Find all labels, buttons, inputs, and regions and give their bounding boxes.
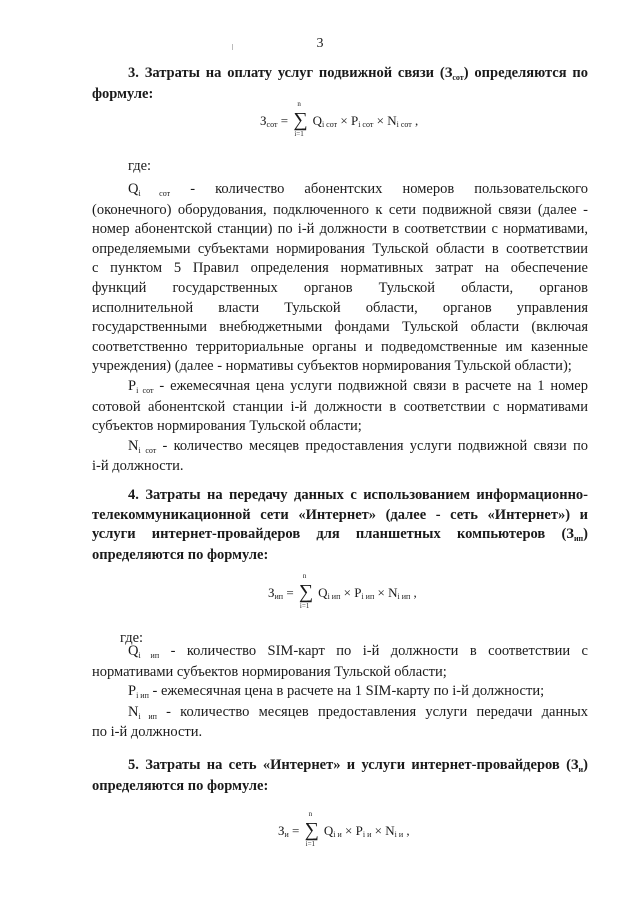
formula-eq: =: [292, 823, 300, 838]
symbol-n: N: [128, 437, 139, 454]
formula-lhs: З: [278, 823, 285, 838]
formula-n: N: [388, 585, 398, 600]
formula-sub: i и: [362, 829, 372, 839]
heading-text: 4. Затраты на передачу данных с использованием информационно-: [128, 487, 588, 503]
formula-times: ×: [340, 113, 348, 128]
symbol-q: Q: [128, 181, 139, 197]
heading-text: 3. Затраты на оплату услуг подвижной связи (З: [128, 65, 453, 81]
symbol-p: P: [128, 377, 137, 394]
text-line: учреждения) (далее - нормативы субъектов нормирования Тульской области);: [92, 358, 572, 375]
formula-sub: i сот: [396, 119, 412, 129]
formula-sub: i ип: [361, 591, 375, 601]
formula-end: ,: [415, 113, 419, 128]
formula-times: ×: [345, 823, 353, 838]
formula-lhs: З: [260, 113, 267, 128]
formula-sub: i ип: [397, 591, 411, 601]
heading-text: определяются по формуле:: [92, 777, 269, 794]
heading-text: ): [583, 526, 588, 543]
formula-q: Q: [318, 585, 328, 600]
formula-sub: i сот: [358, 119, 374, 129]
text-line: - ежемесячная цена услуги подвижной связи в расчете на 1 номер: [153, 377, 588, 394]
symbol-sub: i ип: [136, 691, 149, 701]
formula-sub: ип: [274, 591, 284, 601]
formula-4: [268, 572, 417, 610]
formula-eq: =: [286, 585, 294, 600]
heading-text: формуле:: [92, 85, 154, 102]
text-line: - количество SIM-карт по i-й должности в соответствии с: [159, 643, 588, 659]
formula-sub: i ип: [327, 591, 341, 601]
formula-p: P: [354, 585, 362, 600]
sum-icon: n ∑ i=1: [293, 100, 308, 138]
heading-text: 5. Затраты на сеть «Интернет» и услуги интернет-провайдеров (З: [128, 757, 579, 773]
heading-sub: и: [578, 765, 584, 774]
definition-n: [92, 703, 588, 724]
formula-sub: i и: [333, 829, 342, 839]
symbol-sub: i сот: [138, 445, 157, 455]
scan-mark: [232, 44, 233, 50]
formula-n: N: [387, 113, 397, 128]
page-number: 3: [316, 36, 324, 51]
symbol-sub: i сот: [136, 385, 154, 395]
symbol-sub: i ип: [138, 711, 157, 721]
sum-lower: i=1: [305, 840, 316, 848]
formula-times: ×: [374, 823, 382, 838]
heading-text: определяются по формуле:: [92, 546, 269, 563]
section-4-heading: [92, 486, 588, 565]
formula-p: P: [350, 113, 359, 128]
formula-p: P: [355, 823, 363, 838]
text-line: нормативами субъектов нормирования Тульской области;: [92, 663, 447, 680]
text-line: соответственно территориальные органы и подведомственные им казенные: [92, 338, 588, 355]
text-line: с пунктом 5 Правил определения нормативных затрат на обеспечение: [92, 260, 588, 277]
formula-end: ,: [406, 823, 410, 838]
text-line: (оконечного) оборудования, подключенного к сети подвижной связи (далее -: [92, 201, 588, 218]
symbol-sub: i сот: [138, 189, 171, 198]
sum-icon: n ∑ i=1: [304, 810, 319, 848]
sum-icon: n ∑ i=1: [298, 572, 314, 610]
text-line: функций государственных органов Тульской области, органов: [92, 279, 588, 296]
formula-sub: i сот: [321, 119, 338, 129]
definition-q: [92, 642, 588, 663]
text-line: - количество абонентских номеров пользовательского: [170, 181, 588, 197]
text-line: определяемыми субъектами нормирования Тульской области в соответствии: [92, 240, 588, 257]
symbol-q: Q: [128, 643, 139, 659]
text-line: - количество месяцев предоставления услуги подвижной связи по: [156, 437, 588, 454]
definition-q: [92, 180, 588, 201]
section-5-heading: [92, 756, 588, 796]
formula-sub: i и: [394, 829, 404, 839]
sum-upper: n: [297, 100, 301, 108]
formula-3: [260, 100, 419, 138]
sum-upper: n: [302, 572, 307, 580]
formula-sub: и: [284, 829, 289, 839]
text-line: государственными внебюджетными фондами Тульской области (включая: [92, 319, 588, 336]
symbol-n: N: [128, 703, 139, 720]
symbol-sub: i ип: [138, 651, 160, 660]
formula-lhs: З: [268, 585, 275, 600]
formula-5: [278, 810, 410, 848]
formula-n: N: [385, 823, 395, 838]
formula-times: ×: [376, 113, 384, 128]
section-4-definitions: [92, 642, 588, 743]
heading-text: ) определяются по: [463, 65, 588, 81]
heading-text: ): [583, 757, 588, 773]
formula-times: ×: [343, 585, 351, 600]
formula-sub: сот: [266, 119, 278, 129]
heading-text: услуги интернет-провайдеров для планшетных компьютеров (З: [92, 526, 574, 543]
text-line: - ежемесячная цена в расчете на 1 SIM-карту по i-й должности;: [148, 683, 545, 700]
text-line: по i-й должности.: [92, 724, 203, 741]
formula-end: ,: [413, 585, 417, 600]
text-line: сотовой абонентской станции i-й должности в соответствии с нормативами: [92, 398, 588, 415]
text-line: субъектов нормирования Тульской области;: [92, 418, 362, 435]
symbol-p: P: [128, 683, 137, 700]
sum-lower: i=1: [299, 602, 310, 610]
where-label: где:: [128, 158, 152, 174]
formula-eq: =: [280, 113, 289, 128]
text-line: номер абонентской станции) по i-й должности в соответствии с нормативами,: [92, 221, 588, 238]
formula-q: Q: [323, 823, 334, 838]
sum-upper: n: [308, 810, 313, 818]
heading-sub: ип: [573, 534, 584, 544]
formula-times: ×: [377, 585, 385, 600]
formula-q: Q: [312, 113, 322, 128]
section-3-heading: [92, 64, 588, 104]
text-line: i-й должности.: [92, 458, 184, 475]
definition-n: [92, 437, 588, 458]
text-line: - количество месяцев предоставления услуги передачи данных: [156, 703, 588, 720]
section-3-definitions: [92, 180, 588, 477]
definition-p: [92, 682, 588, 703]
definition-p: [92, 377, 588, 398]
heading-text: телекоммуникационной сети «Интернет» (далее - сеть «Интернет») и: [92, 506, 588, 523]
where-label: где:: [120, 630, 144, 646]
heading-sub: сот: [452, 73, 464, 82]
sum-lower: i=1: [294, 130, 304, 138]
text-line: исполнительной власти Тульской области, органов управления: [92, 299, 588, 316]
